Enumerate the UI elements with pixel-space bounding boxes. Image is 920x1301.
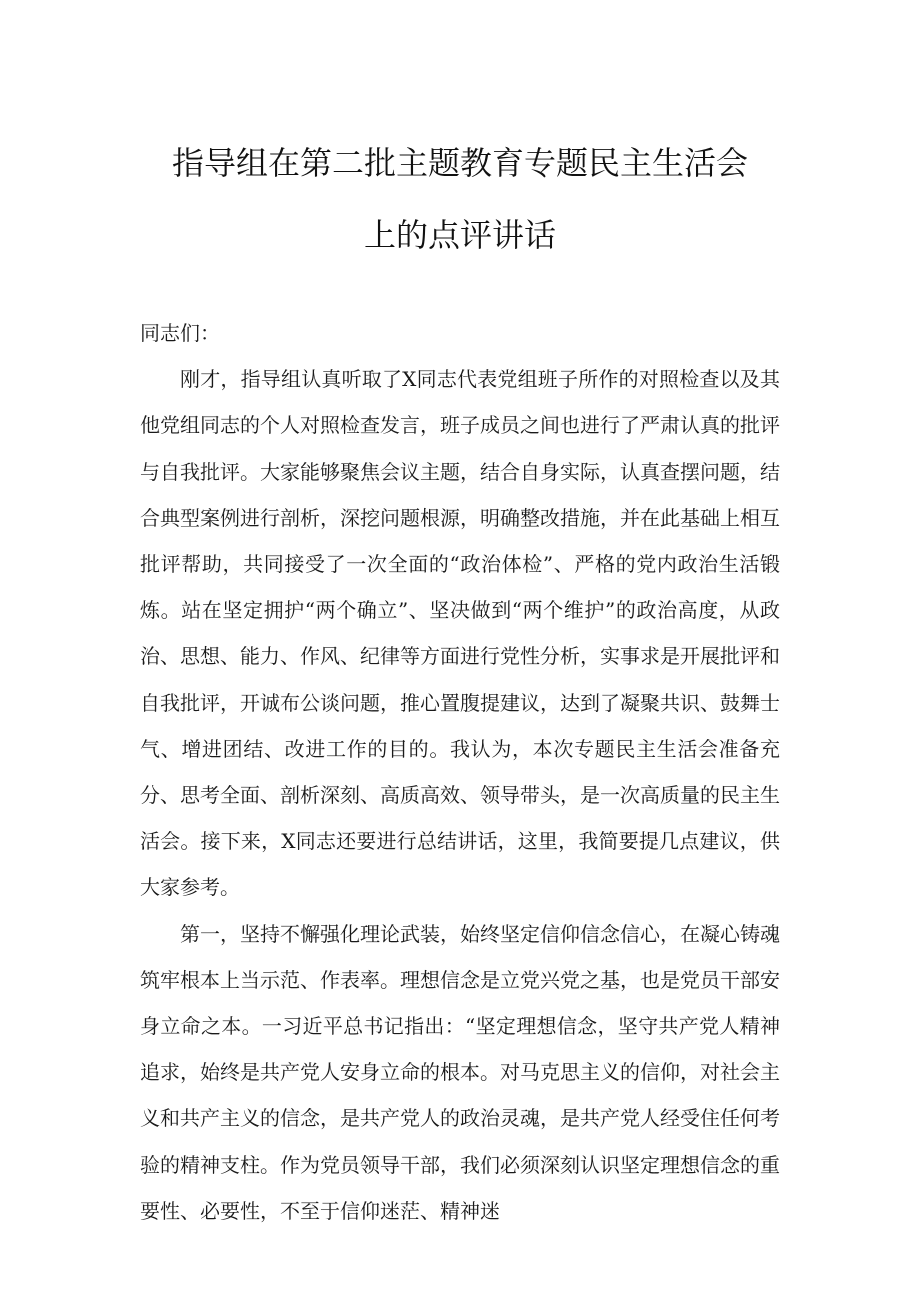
salutation: 同志们： [140, 321, 220, 345]
document-title-line-1: 指导组在第二批主题教育专题民主生活会 [171, 144, 748, 182]
document-body [140, 310, 780, 1234]
document-title-line-2: 上的点评讲话 [363, 216, 556, 254]
paragraph-intro: 刚才，指导组认真听取了X同志代表党组班子所作的对照检查以及其他党组同志的个人对照检查发言，班子成员之间也进行了严肃认真的批评与自我批评。大家能够聚焦会议主题，结合自身实际，认真查摆问题，结合典型案例进行剖析，深挖问题根源，明确整改措施，并在此基础上相互批评帮助，共同接受了一次全面的“政治体检”、严格的党内政治生活锻炼。站在坚定拥护“两个确立”、坚决做到“两个维护”的政治高度，从政治、思想、能力、作风、纪律等方面进行党性分析，实事求是开展批评和自我批评，开诚布公谈问题，推心置腹提建议，达到了凝聚共识、鼓舞士气、增进团结、改进工作的目的。我认为，本次专题民主生活会准备充分、思考全面、剖析深刻、高质高效、领导带头，是一次高质量的民主生活会。接下来，X同志还要进行总结讲话，这里，我简要提几点建议，供大家参考。 [140, 367, 780, 900]
paragraph-first-point: 第一，坚持不懈强化理论武装，始终坚定信仰信念信心，在凝心铸魂筑牢根本上当示范、作表率。理想信念是立党兴党之基，也是党员干部安身立命之本。一习近平总书记指出：“坚定理想信念，坚守共产党人精神追求，始终是共产党人安身立命的根本。对马克思主义的信仰，对社会主义和共产主义的信念，是共产党人的政治灵魂，是共产党人经受住任何考验的精神支柱。作为党员领导干部，我们必须深刻认识坚定理想信念的重要性、必要性，不至于信仰迷茫、精神迷 [140, 921, 780, 1223]
